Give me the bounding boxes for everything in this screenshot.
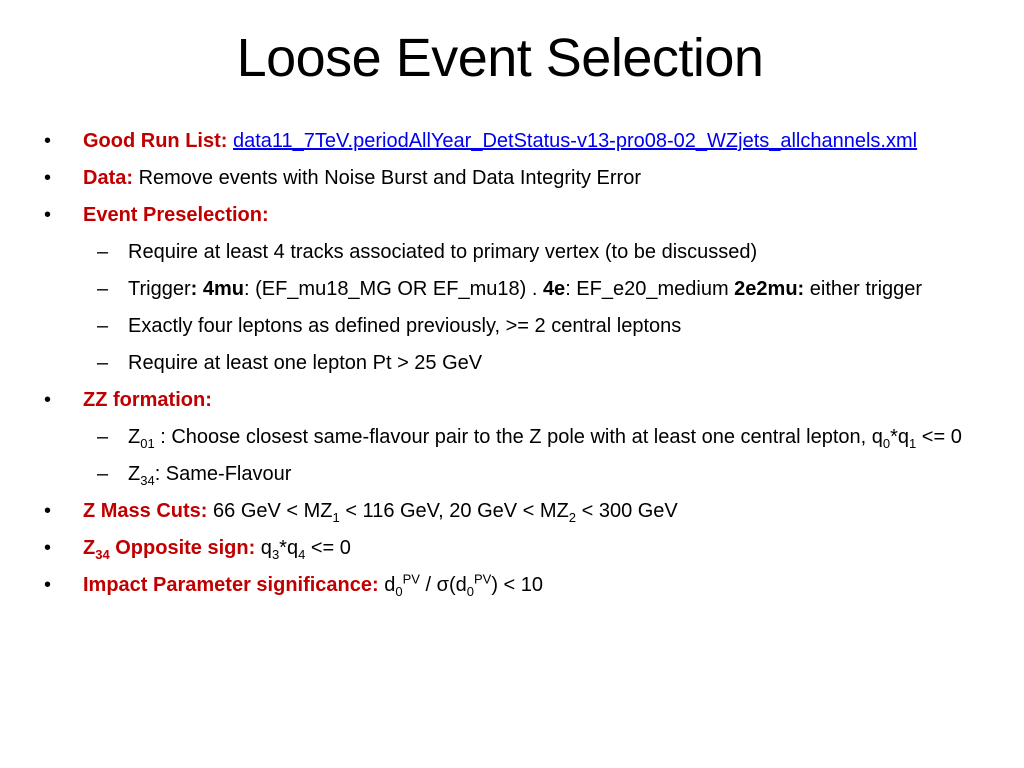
bullet-marker: • <box>44 574 52 596</box>
sub-bullet-lepton-pt <box>44 348 974 379</box>
lepton-pt-text: Require at least one lepton Pt > 25 GeV <box>128 352 483 374</box>
tracks-text: Require at least 4 tracks associated to primary vertex (to be discussed) <box>128 241 758 263</box>
zmass-t1: 66 GeV < MZ <box>207 500 333 522</box>
sub-bullet-four-leptons <box>44 311 974 342</box>
q1-subscript: 1 <box>909 436 917 451</box>
impact-t2: / σ(d <box>419 574 467 596</box>
trigger-prefix: Trigger <box>128 278 191 300</box>
bullet-marker: • <box>44 204 52 226</box>
dash-marker: – <box>97 241 109 263</box>
z-mass-cuts-label: Z Mass Cuts: <box>83 500 208 522</box>
dash-marker: – <box>97 315 109 337</box>
data-label: Data: <box>83 167 134 189</box>
bullet-event-preselection <box>44 200 974 231</box>
bullet-good-run-list <box>44 126 974 157</box>
impact-parameter-label: Impact Parameter significance: <box>83 574 379 596</box>
event-preselection-label: Event Preselection: <box>83 204 269 226</box>
data-text: Remove events with Noise Burst and Data Integrity Error <box>133 167 642 189</box>
opposite-sign-label: Opposite sign: <box>109 537 256 559</box>
good-run-list-label: Good Run List: <box>83 130 228 152</box>
trigger-2e2mu-label: 2e2mu: <box>734 278 805 300</box>
trigger-4e-text: : EF_e20_medium <box>565 278 735 300</box>
sub-bullet-tracks <box>44 237 974 268</box>
sub-bullet-z01 <box>44 422 974 453</box>
opposite-z-subscript: 34 <box>95 547 110 562</box>
dash-marker: – <box>97 278 109 300</box>
trigger-4e-label: 4e <box>542 278 566 300</box>
impact-t3: ) < 10 <box>491 574 544 596</box>
trigger-2e2mu-text: either trigger <box>804 278 923 300</box>
opposite-t1: q <box>255 537 272 559</box>
dash-marker: – <box>97 463 109 485</box>
z01-end: <= 0 <box>916 426 962 448</box>
bullet-marker: • <box>44 537 52 559</box>
impact-t1: d <box>378 574 396 596</box>
bullet-impact-parameter <box>44 570 974 601</box>
q0-subscript: 0 <box>882 436 891 451</box>
z01-subscript: 01 <box>140 436 155 451</box>
good-run-list-link[interactable]: data11_7TeV.periodAllYear_DetStatus-v13-pro08-02_WZjets_allchannels.xml <box>232 130 918 152</box>
bullet-marker: • <box>44 389 52 411</box>
z34-text: : Same-Flavour <box>154 463 292 485</box>
dash-marker: – <box>97 426 109 448</box>
mz2-subscript: 2 <box>568 510 577 525</box>
d0-subscript-2: 0 <box>466 584 474 599</box>
z01-mid: *q <box>890 426 909 448</box>
bullet-opposite-sign <box>44 533 974 564</box>
mz1-subscript: 1 <box>332 510 340 525</box>
bullet-zz-formation <box>44 385 974 416</box>
slide-content <box>44 126 974 607</box>
bullet-marker: • <box>44 130 52 152</box>
z34-z: Z <box>128 463 141 485</box>
slide-title: Loose Event Selection <box>236 28 764 88</box>
sub-bullet-z34 <box>44 459 974 490</box>
z34-subscript: 34 <box>140 473 155 488</box>
opposite-t2: *q <box>279 537 299 559</box>
zmass-t2: < 116 GeV, 20 GeV < MZ <box>339 500 569 522</box>
opposite-t3: <= 0 <box>305 537 351 559</box>
pv-superscript: PV <box>402 571 420 587</box>
zmass-t3: < 300 GeV <box>576 500 678 522</box>
bullet-z-mass-cuts <box>44 496 974 527</box>
d0-subscript: 0 <box>395 584 403 599</box>
dash-marker: – <box>97 352 109 374</box>
trigger-4mu-label: : 4mu <box>190 278 244 300</box>
zz-formation-label: ZZ formation: <box>83 389 212 411</box>
bullet-marker: • <box>44 167 52 189</box>
pv-superscript-2: PV <box>473 571 492 587</box>
sub-bullet-trigger <box>44 274 974 305</box>
bullet-marker: • <box>44 500 52 522</box>
q3-subscript: 3 <box>271 547 280 562</box>
z01-z: Z <box>128 426 141 448</box>
z01-text: : Choose closest same-flavour pair to the Z pole with at least one central lepton, q <box>154 426 883 448</box>
q4-subscript: 4 <box>298 547 306 562</box>
bullet-data <box>44 163 974 194</box>
opposite-z: Z <box>83 537 96 559</box>
trigger-4mu-text: : (EF_mu18_MG OR EF_mu18) . <box>243 278 543 300</box>
four-leptons-text: Exactly four leptons as defined previously, >= 2 central leptons <box>128 315 682 337</box>
